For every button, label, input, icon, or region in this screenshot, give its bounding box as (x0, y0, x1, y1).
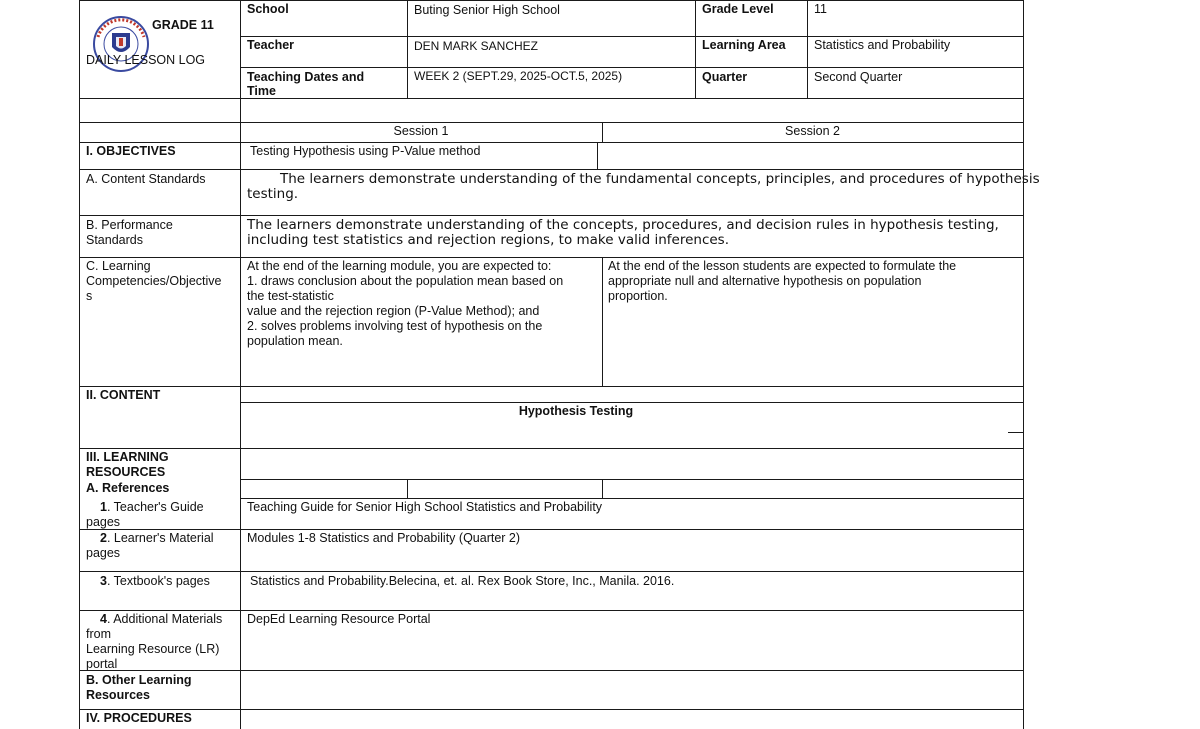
grid-line (1023, 0, 1024, 729)
teaching-dates-label: Teaching Dates and (247, 70, 365, 84)
teachers-guide-label-2: pages (86, 515, 121, 529)
grid-line (79, 257, 1024, 258)
teachers-guide-value: Teaching Guide for Senior High School Statistics and Probability (247, 500, 603, 514)
grid-line (79, 386, 1024, 387)
grid-line (79, 571, 1024, 572)
teacher-value: DEN MARK SANCHEZ (414, 39, 539, 53)
other-resources-label-2: Resources (86, 688, 150, 702)
competency-line: population mean. (247, 334, 343, 348)
grid-line (79, 529, 1024, 530)
performance-standards-line-2: including test statistics and rejection regions, to make valid inferences. (247, 232, 730, 248)
references-label: A. References (86, 481, 170, 495)
learners-material-label (100, 531, 214, 546)
additional-materials-label-3: Learning Resource (LR) (86, 642, 220, 656)
daily-lesson-log-title: DAILY LESSON LOG (86, 53, 206, 67)
competencies-label: C. Learning (86, 259, 151, 273)
additional-materials-label-4: portal (86, 657, 118, 671)
grid-line (407, 0, 408, 99)
competency-line: value and the rejection region (P-Value Method); and (247, 304, 540, 318)
grid-line (79, 215, 1024, 216)
performance-standards-line-1: The learners demonstrate understanding of the concepts, procedures, and decision rules in hypothesis testing, (247, 217, 999, 233)
learners-material-label-2: pages (86, 546, 121, 560)
content-label: II. CONTENT (86, 388, 161, 402)
grid-line (79, 0, 80, 729)
additional-materials-label-text: . Additional Materials (106, 612, 223, 626)
competency-line: At the end of the learning module, you are expected to: (247, 259, 552, 273)
competencies-label-3: s (86, 289, 93, 303)
content-topic: Hypothesis Testing (518, 404, 634, 418)
school-value: Buting Senior High School (414, 3, 560, 17)
teacher-label: Teacher (247, 38, 295, 52)
performance-standards-label-2: Standards (86, 233, 143, 247)
competency-line: At the end of the lesson students are expected to formulate the (608, 259, 957, 273)
learners-material-value: Modules 1-8 Statistics and Probability (Quarter 2) (247, 531, 521, 545)
additional-materials-label-2: from (86, 627, 111, 641)
competency-line: 2. solves problems involving test of hypothesis on the (247, 319, 543, 333)
grid-line (79, 98, 1024, 99)
school-label: School (247, 2, 289, 16)
grid-line (240, 402, 1024, 403)
grid-line (79, 169, 1024, 170)
content-standards-line-2: testing. (247, 186, 299, 202)
objectives-label: I. OBJECTIVES (86, 144, 176, 158)
grid-line (240, 0, 241, 729)
grid-line (79, 448, 1024, 449)
teachers-guide-label (100, 500, 204, 515)
grid-line (79, 142, 1024, 143)
learning-resources-label: III. LEARNING (86, 450, 169, 464)
grid-line (602, 257, 603, 387)
grid-line (79, 122, 1024, 123)
grid-line (602, 479, 603, 499)
session-1-header: Session 1 (393, 124, 449, 138)
teachers-guide-number: 1 (100, 500, 107, 514)
teaching-dates-label-2: Time (247, 84, 276, 98)
grade-level-value: 11 (814, 2, 827, 16)
competency-line: appropriate null and alternative hypothesis on population (608, 274, 922, 288)
grid-line (407, 479, 408, 499)
teachers-guide-label-text: . Teacher's Guide (106, 500, 204, 514)
quarter-label: Quarter (702, 70, 748, 84)
competency-line: the test-statistic (247, 289, 334, 303)
grid-line (695, 0, 696, 99)
textbook-label (100, 574, 210, 589)
textbook-number: 3 (100, 574, 107, 588)
grid-line (240, 67, 1024, 68)
grid-line (240, 498, 1024, 499)
grid-line (1008, 432, 1024, 433)
grade-label: GRADE 11 (152, 18, 214, 32)
textbook-value: Statistics and Probability.Belecina, et. al. Rex Book Store, Inc., Manila. 2016. (250, 574, 675, 588)
additional-materials-label (100, 612, 222, 627)
grid-line (807, 0, 808, 99)
quarter-value: Second Quarter (814, 70, 903, 84)
session-1-objective: Testing Hypothesis using P-Value method (250, 144, 481, 158)
grid-line (597, 142, 598, 170)
procedures-label: IV. PROCEDURES (86, 711, 192, 725)
grid-line (240, 479, 1024, 480)
learning-area-value: Statistics and Probability (814, 38, 951, 52)
textbook-label-text: . Textbook's pages (106, 574, 210, 588)
grid-line (79, 0, 1024, 1)
grid-line (79, 709, 1024, 710)
learners-material-label-text: . Learner's Material (106, 531, 214, 545)
additional-materials-number: 4 (100, 612, 107, 626)
grid-line (79, 610, 1024, 611)
competency-line: proportion. (608, 289, 668, 303)
competency-line: 1. draws conclusion about the population mean based on (247, 274, 564, 288)
content-standards-line-1: The learners demonstrate understanding of the fundamental concepts, principles, and procedures of hypothesis (280, 171, 1040, 187)
grade-level-label: Grade Level (702, 2, 774, 16)
content-standards-label: A. Content Standards (86, 172, 206, 186)
learning-resources-label-2: RESOURCES (86, 465, 166, 479)
teaching-dates-value: WEEK 2 (SEPT.29, 2025-OCT.5, 2025) (414, 69, 623, 83)
other-resources-label: B. Other Learning (86, 673, 192, 687)
session-2-header: Session 2 (785, 124, 840, 138)
grid-line (240, 36, 1024, 37)
grid-line (79, 670, 1024, 671)
competencies-label-2: Competencies/Objective (86, 274, 222, 288)
performance-standards-label: B. Performance (86, 218, 173, 232)
additional-materials-value: DepEd Learning Resource Portal (247, 612, 431, 626)
learning-area-label: Learning Area (702, 38, 786, 52)
learners-material-number: 2 (100, 531, 107, 545)
